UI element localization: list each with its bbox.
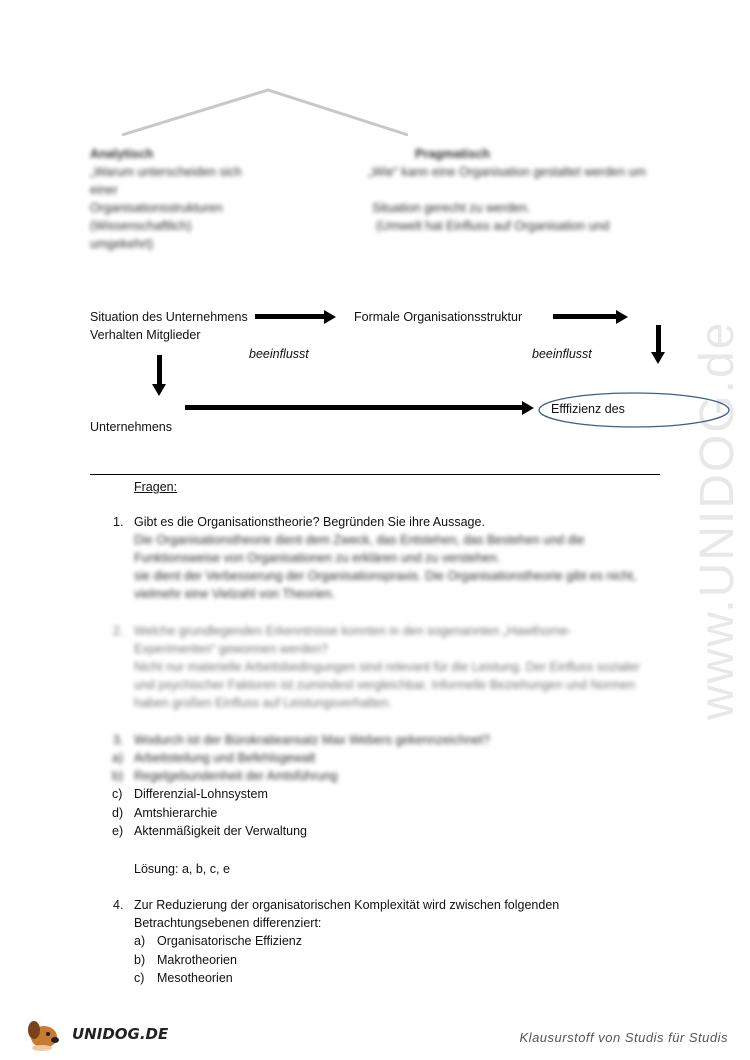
left-heading: Analytisch <box>90 147 154 161</box>
q4-option-c-letter: c) <box>134 971 145 985</box>
q3-text: Wodurch ist der Bürokratieansatz Max Webers gekennzeichnet? <box>134 733 490 747</box>
q1-answer-3: sie dient der Verbesserung der Organisationspraxis. Die Organisationstheorie gibt es nicht, <box>134 569 637 583</box>
q4-number: 4. <box>113 898 124 912</box>
q3-solution: Lösung: a, b, c, e <box>134 862 230 876</box>
q3-option-c: Differenzial-Lohnsystem <box>134 787 268 801</box>
left-line-1: „Warum unterscheiden sich <box>90 165 242 179</box>
q2-answer-3: haben großen Einfluss auf Leistungsverhalten. <box>134 696 392 710</box>
q4-option-c: Mesotheorien <box>157 971 233 985</box>
dog-icon <box>22 1015 70 1051</box>
q4-option-a-letter: a) <box>134 934 146 948</box>
q2-text-2: Experimenten“ gewonnen werden? <box>134 642 328 656</box>
left-line-2: einer <box>90 183 118 197</box>
flow-label-beeinflusst-1: beeinflusst <box>249 347 309 361</box>
q3-option-a-letter: a) <box>112 751 124 765</box>
questions-heading: Fragen: <box>134 480 178 494</box>
q2-answer-1: Nicht nur materielle Arbeitsbedingungen sind relevant für die Leistung. Der Einfluss sozialer <box>134 660 640 674</box>
q4-text-2: Betrachtungsebenen differenziert: <box>134 916 322 930</box>
q3-option-b-letter: b) <box>112 769 124 783</box>
q3-option-a: Arbeitsteilung und Befehlsgewalt <box>134 751 316 765</box>
q3-number: 3. <box>113 733 124 747</box>
q4-option-a: Organisatorische Effizienz <box>157 934 302 948</box>
right-line-3: Situation gerecht zu werden. <box>372 201 531 215</box>
flow-label-beeinflusst-2: beeinflusst <box>532 347 592 361</box>
q3-option-e-letter: e) <box>112 824 124 838</box>
q1-answer-2: Funktionsweise von Organisationen zu erklären und zu verstehen. <box>134 551 501 565</box>
q1-text: Gibt es die Organisationstheorie? Begründen Sie ihre Aussage. <box>134 515 485 529</box>
flow-node-verhalten: Verhalten Mitglieder <box>90 328 201 342</box>
tree-connector <box>0 0 750 150</box>
logo-text: UNIDOG.DE <box>72 1025 169 1043</box>
q2-number: 2. <box>113 624 124 638</box>
q2-text-1: Welche grundlegenden Erkenntnisse konnten in den sogenannten „Hawthorne- <box>134 624 572 638</box>
right-heading: Pragmatisch <box>415 147 491 161</box>
flow-node-formale: Formale Organisationsstruktur <box>354 310 523 324</box>
flow-node-unternehmens: Unternehmens <box>90 420 172 434</box>
q3-option-c-letter: c) <box>112 787 123 801</box>
q1-answer-4: vielmehr eine Vielzahl von Theorien. <box>134 587 336 601</box>
separator-line <box>90 474 660 475</box>
q4-option-b: Makrotheorien <box>157 953 237 967</box>
left-line-4: (Wissenschaftlich) <box>90 219 192 233</box>
q3-option-d: Amtshierarchie <box>134 806 218 820</box>
right-line-1: „Wie“ kann eine Organisation gestaltet werden um <box>368 165 646 179</box>
left-line-5: umgekehrt) <box>90 237 154 251</box>
q3-option-e: Aktenmäßigkeit der Verwaltung <box>134 824 308 838</box>
unidog-logo[interactable] <box>22 1015 169 1051</box>
q2-answer-2: und psychischer Faktoren ist zumindest vergleichbar. Informelle Beziehungen und Normen <box>134 678 635 692</box>
right-line-4: (Umwelt hat Einfluss auf Organisation und <box>376 219 610 233</box>
q3-option-d-letter: d) <box>112 806 124 820</box>
q3-option-b: Regelgebundenheit der Amtsführung <box>134 769 338 783</box>
left-line-3: Organisationsstrukturen <box>90 201 223 215</box>
q4-option-b-letter: b) <box>134 953 146 967</box>
q1-number: 1. <box>113 515 124 529</box>
watermark-text: www.UNIDOG.de <box>691 320 744 720</box>
q4-text-1: Zur Reduzierung der organisatorischen Komplexität wird zwischen folgenden <box>134 898 560 912</box>
flow-node-effizienz: Efffizienz des <box>551 402 625 416</box>
footer-tagline: Klausurstoff von Studis für Studis <box>519 1030 728 1045</box>
flow-node-situation: Situation des Unternehmens <box>90 310 248 324</box>
q1-answer-1: Die Organisationstheorie dient dem Zweck, das Entstehen, das Bestehen und die <box>134 533 585 547</box>
